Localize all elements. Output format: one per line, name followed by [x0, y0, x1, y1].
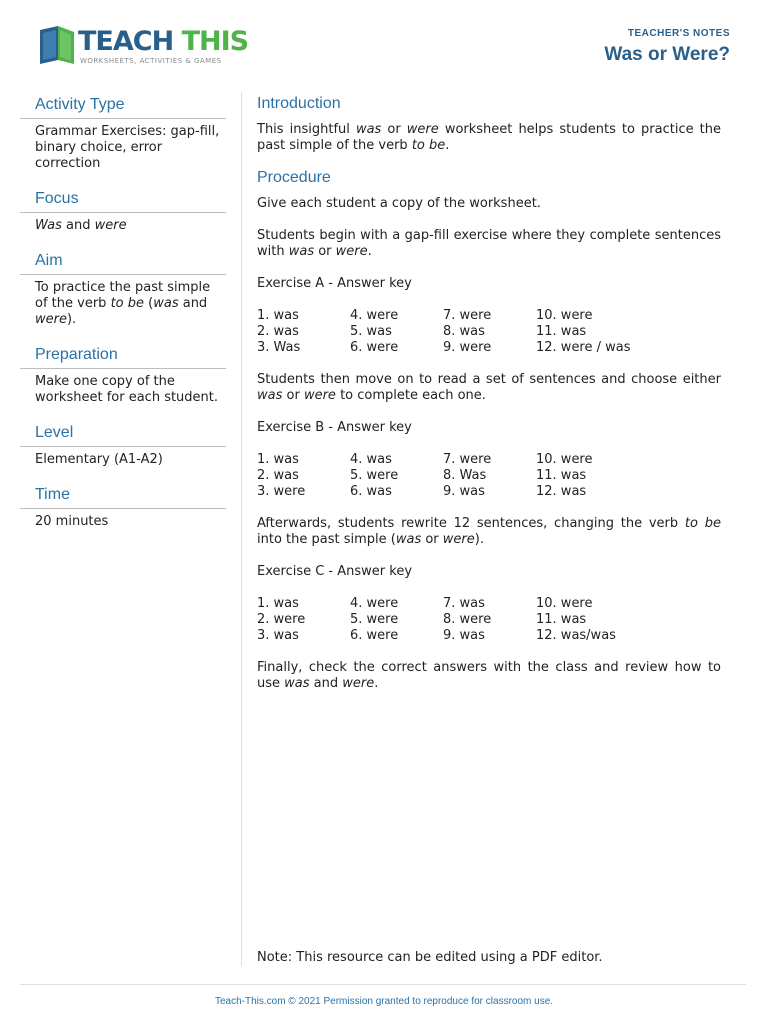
answer-item: 11. was	[536, 468, 587, 483]
focus-heading: Focus	[20, 186, 226, 213]
answer-item: 4. were	[350, 596, 399, 611]
answer-item: 10. were	[536, 308, 593, 323]
exercise-b-label: Exercise B - Answer key	[257, 420, 412, 435]
answer-item: 6. were	[350, 340, 399, 355]
exercise-b-answer-key	[257, 452, 721, 500]
activity-type-text: Grammar Exercises: gap-fill, binary choice, error correction	[35, 124, 220, 171]
time-heading: Time	[20, 482, 226, 509]
answer-item: 1. was	[257, 596, 299, 611]
footer-copyright: Teach-This.com © 2021 Permission granted to reproduce for classroom use.	[214, 996, 554, 1007]
answer-item: 4. was	[350, 452, 392, 467]
answer-item: 5. was	[350, 324, 392, 339]
brand-logo[interactable]	[36, 24, 249, 70]
aim-heading: Aim	[20, 248, 226, 275]
procedure-step-5: Finally, check the correct answers with the class and review how to use was and were.	[257, 660, 721, 691]
answer-item: 9. was	[443, 628, 485, 643]
time-section	[20, 482, 226, 530]
edit-note: Note: This resource can be edited using a PDF editor.	[257, 950, 603, 965]
answer-item: 6. was	[350, 484, 392, 499]
logo-wordmark: TEACH THIS	[78, 26, 249, 57]
exercise-a-label: Exercise A - Answer key	[257, 276, 412, 291]
answer-item: 8. Was	[443, 468, 487, 483]
procedure-step-2: Students begin with a gap-fill exercise where they complete sentences with was or were.	[257, 228, 721, 259]
answer-item: 2. was	[257, 324, 299, 339]
introduction-text: This insightful was or were worksheet helps students to practice the past simple of the verb to be.	[257, 122, 721, 153]
logo-tagline: WORKSHEETS, ACTIVITIES & GAMES	[80, 57, 222, 65]
column-divider	[241, 92, 242, 966]
exercise-c-answer-key	[257, 596, 721, 644]
teachers-notes-label: TEACHER'S NOTES	[627, 28, 730, 39]
answer-item: 12. was/was	[536, 628, 616, 643]
time-text: 20 minutes	[35, 514, 109, 529]
answer-item: 8. were	[443, 612, 492, 627]
answer-item: 1. was	[257, 452, 299, 467]
document-title: Was or Were?	[604, 44, 730, 65]
page-header	[0, 0, 768, 80]
answer-item: 7. were	[443, 452, 492, 467]
answer-item: 2. was	[257, 468, 299, 483]
book-logo-icon	[36, 24, 76, 66]
answer-item: 3. Was	[257, 340, 301, 355]
answer-item: 11. was	[536, 612, 587, 627]
footer-divider	[20, 984, 746, 985]
main-content	[257, 92, 721, 692]
answer-item: 12. were / was	[536, 340, 631, 355]
answer-item: 1. was	[257, 308, 299, 323]
aim-text: To practice the past simple of the verb to be (was and were).	[35, 280, 211, 327]
answer-item: 7. was	[443, 596, 485, 611]
answer-item: 10. were	[536, 596, 593, 611]
answer-item: 3. was	[257, 628, 299, 643]
answer-item: 7. were	[443, 308, 492, 323]
procedure-step-3: Students then move on to read a set of sentences and choose either was or were to complete each one.	[257, 372, 721, 403]
procedure-step-4: Afterwards, students rewrite 12 sentences, changing the verb to be into the past simple (was or were).	[257, 516, 721, 547]
preparation-section	[20, 342, 226, 406]
procedure-step-1: Give each student a copy of the worksheet.	[257, 196, 541, 211]
focus-section	[20, 186, 226, 234]
aim-section	[20, 248, 226, 328]
focus-text: Was and were	[35, 218, 127, 233]
level-text: Elementary (A1-A2)	[35, 452, 163, 467]
exercise-a-answer-key	[257, 308, 721, 356]
exercise-c-label: Exercise C - Answer key	[257, 564, 413, 579]
answer-item: 5. were	[350, 612, 399, 627]
activity-type-section	[20, 92, 226, 172]
sidebar	[20, 92, 226, 544]
preparation-heading: Preparation	[20, 342, 226, 369]
answer-item: 3. were	[257, 484, 306, 499]
answer-item: 9. was	[443, 484, 485, 499]
answer-item: 5. were	[350, 468, 399, 483]
activity-type-heading: Activity Type	[20, 92, 226, 119]
answer-item: 2. were	[257, 612, 306, 627]
level-section	[20, 420, 226, 468]
answer-item: 4. were	[350, 308, 399, 323]
answer-item: 11. was	[536, 324, 587, 339]
answer-item: 6. were	[350, 628, 399, 643]
answer-item: 12. was	[536, 484, 587, 499]
procedure-heading: Procedure	[257, 169, 331, 186]
answer-item: 10. were	[536, 452, 593, 467]
level-heading: Level	[20, 420, 226, 447]
answer-item: 9. were	[443, 340, 492, 355]
answer-item: 8. was	[443, 324, 485, 339]
preparation-text: Make one copy of the worksheet for each student.	[35, 374, 219, 405]
introduction-heading: Introduction	[257, 95, 341, 112]
